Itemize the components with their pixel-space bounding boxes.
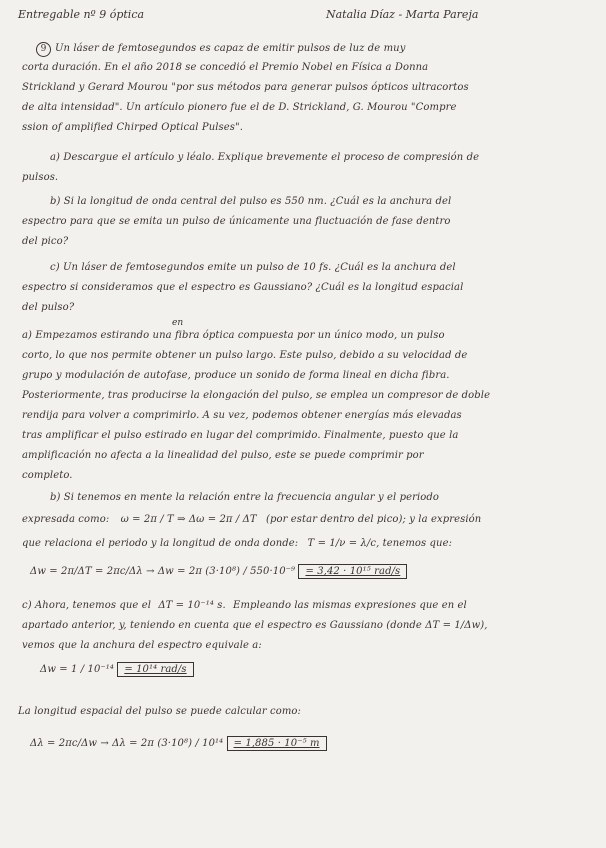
- answer-a-line-4: Posteriormente, tras producirse la elongación del pulso, se emplea un compresor de doble: [22, 390, 491, 401]
- intro-line-4: de alta intensidad". Un artículo pionero fue el de D. Strickland, G. Mourou "Compre: [22, 102, 457, 113]
- answer-b-result: = 3,42 · 10¹⁵ rad/s: [298, 564, 407, 579]
- intro-line-5: ssion of amplified Chirped Optical Pulses".: [22, 122, 243, 133]
- answer-c-line-3: vemos que la anchura del espectro equivale a:: [22, 640, 262, 651]
- answer-c-result: = 10¹⁴ rad/s: [117, 662, 193, 677]
- part-b-line-2: espectro para que se emita un pulso de únicamente una fluctuación de fase dentro: [22, 216, 451, 227]
- part-c-line-1: c) Un láser de femtosegundos emite un pulso de 10 fs. ¿Cuál es la anchura del: [50, 262, 456, 273]
- inserted-word: en: [172, 318, 184, 328]
- header-left: Entregable nº 9 óptica: [18, 8, 145, 21]
- answer-b-line-2: expresada como: ω = 2π / T ⇒ Δω = 2π / ΔT (por estar dentro del pico); y la expresión: [22, 514, 482, 525]
- answer-a-line-6: tras amplificar el pulso estirado en lugar del comprimido. Finalmente, puesto que la: [22, 430, 459, 441]
- answer-c-line-2: apartado anterior, y, teniendo en cuenta que el espectro es Gaussiano (donde ΔT = 1/Δw),: [22, 620, 488, 631]
- answer-c-result-2: = 1,885 · 10⁻⁵ m: [227, 736, 327, 751]
- answer-a-line-1: a) Empezamos estirando una fibra óptica compuesta por un único modo, un pulso: [22, 330, 445, 341]
- period-equation: T = 1/ν = λ/c: [307, 538, 377, 549]
- answer-a-line-2: corto, lo que nos permite obtener un pulso largo. Este pulso, debido a su velocidad de: [22, 350, 468, 361]
- header-right: Natalia Díaz - Marta Pareja: [326, 8, 479, 21]
- part-a-line-2: pulsos.: [22, 172, 59, 183]
- intro-line-3: Strickland y Gerard Mourou "por sus métodos para generar pulsos ópticos ultracortos: [22, 82, 469, 93]
- answer-c-line-1: c) Ahora, tenemos que el ΔT = 10⁻¹⁴ s. Empleando las mismas expresiones que en el: [22, 600, 467, 611]
- intro-line-2: corta duración. En el año 2018 se concedió el Premio Nobel en Física a Donna: [22, 62, 429, 73]
- problem-number: 9: [36, 42, 51, 57]
- answer-c-equation: Δw = 1 / 10⁻¹⁴ = 10¹⁴ rad/s: [40, 664, 194, 675]
- part-a-line-1: a) Descargue el artículo y léalo. Explique brevemente el proceso de compresión de: [50, 152, 480, 163]
- part-c-line-2: espectro si consideramos que el espectro es Gaussiano? ¿Cuál es la longitud espacial: [22, 282, 464, 293]
- answer-a-line-3: grupo y modulación de autofase, produce un sonido de forma lineal en dicha fibra.: [22, 370, 450, 381]
- omega-equation: ω = 2π / T ⇒ Δω = 2π / ΔT: [120, 514, 257, 525]
- answer-c-line-4: La longitud espacial del pulso se puede calcular como:: [18, 706, 301, 717]
- answer-a-line-8: completo.: [22, 470, 73, 481]
- answer-b-line-1: b) Si tenemos en mente la relación entre la frecuencia angular y el periodo: [50, 492, 440, 503]
- intro-line-1: 9 Un láser de femtosegundos es capaz de emitir pulsos de luz de muy: [36, 42, 405, 57]
- answer-a-line-5: rendija para volver a comprimirlo. A su vez, podemos obtener energías más elevadas: [22, 410, 462, 421]
- part-b-line-1: b) Si la longitud de onda central del pulso es 550 nm. ¿Cuál es la anchura del: [50, 196, 452, 207]
- answer-b-equation: Δw = 2π/ΔT = 2πc/Δλ → Δw = 2π (3·10⁸) / 550·10⁻⁹ = 3,42 · 10¹⁵ rad/s: [30, 566, 407, 577]
- part-b-line-3: del pico?: [22, 236, 69, 247]
- answer-c-equation-2: Δλ = 2πc/Δw → Δλ = 2π (3·10⁸) / 10¹⁴ = 1,885 · 10⁻⁵ m: [30, 738, 327, 749]
- answer-a-line-7: amplificación no afecta a la linealidad del pulso, este se puede comprimir por: [22, 450, 424, 461]
- answer-b-line-3: que relaciona el periodo y la longitud de onda donde: T = 1/ν = λ/c, tenemos que:: [22, 538, 453, 549]
- part-c-line-3: del pulso?: [22, 302, 75, 313]
